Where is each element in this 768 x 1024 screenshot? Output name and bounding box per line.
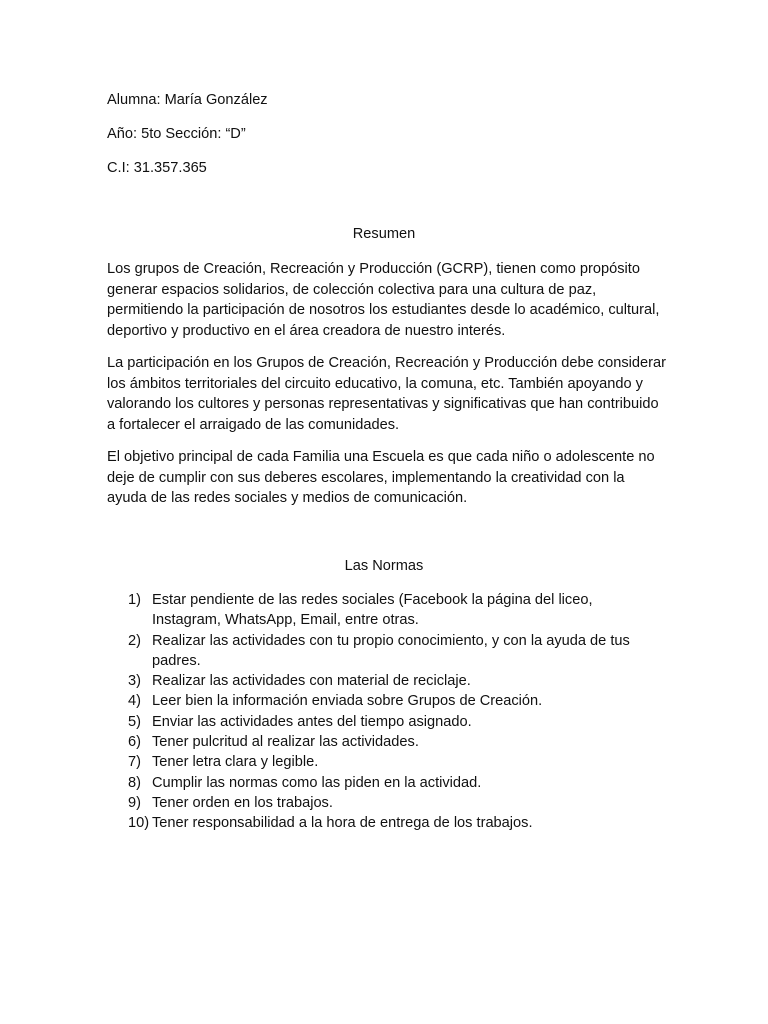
list-item-number: 9) xyxy=(128,794,141,811)
summary-paragraph-3: El objetivo principal de cada Familia una Escuela es que cada niño o adolescente no deje de cumplir con sus deberes escolares, implementando la creatividad con la ayuda de las redes sociales y medios de comunicación. xyxy=(107,449,655,506)
student-name: Alumna: María González xyxy=(107,92,268,108)
summary-paragraph-2: La participación en los Grupos de Creación, Recreación y Producción debe considerar los ámbitos territoriales del circuito educativo, la comuna, etc. También apoyando y valorando los cultores y personas representativas y significativas que han contribuido a fortalecer el arraigado de las comunidades. xyxy=(107,355,666,433)
list-item xyxy=(128,691,648,711)
list-item-number: 6) xyxy=(128,734,141,751)
list-item-number: 10) xyxy=(128,815,150,832)
list-item xyxy=(128,631,648,672)
list-item-number: 7) xyxy=(128,754,141,771)
list-item-text: Tener pulcritud al realizar las actividades. xyxy=(152,734,419,751)
list-item xyxy=(128,732,648,752)
list-item-number: 4) xyxy=(128,693,141,710)
summary-paragraph-1: Los grupos de Creación, Recreación y Producción (GCRP), tienen como propósito generar espacios solidarios, de colección colectiva para una cultura de paz, permitiendo la participación de nosotros los estudiantes desde lo académico, cultural, deportivo y productivo en el área creadora de nuestro interés. xyxy=(107,261,660,339)
list-item-text: Tener letra clara y legible. xyxy=(152,754,319,771)
list-item-text: Leer bien la información enviada sobre Grupos de Creación. xyxy=(152,693,543,710)
list-item-text: Tener orden en los trabajos. xyxy=(152,794,333,811)
list-item xyxy=(128,712,648,732)
list-item xyxy=(128,590,648,631)
list-item-text: Cumplir las normas como las piden en la actividad. xyxy=(152,774,482,791)
list-item-number: 8) xyxy=(128,774,141,791)
list-item-text: Enviar las actividades antes del tiempo asignado. xyxy=(152,713,472,730)
list-item xyxy=(128,793,648,813)
norms-title: Las Normas xyxy=(344,558,424,574)
list-item xyxy=(128,773,648,793)
year-section: Año: 5to Sección: “D” xyxy=(107,126,246,142)
list-item-text: Tener responsabilidad a la hora de entrega de los trabajos. xyxy=(152,815,533,832)
list-item-number: 2) xyxy=(128,632,141,649)
norms-list xyxy=(128,590,648,834)
list-item-number: 1) xyxy=(128,592,141,608)
list-item-text: Estar pendiente de las redes sociales (Facebook la página del liceo, Instagram, WhatsApp, Email, entre otras. xyxy=(152,592,593,629)
list-item xyxy=(128,813,648,833)
list-item-number: 3) xyxy=(128,673,141,690)
list-item-number: 5) xyxy=(128,713,141,730)
summary-title: Resumen xyxy=(352,226,416,242)
list-item xyxy=(128,671,648,691)
list-item-text: Realizar las actividades con material de reciclaje. xyxy=(152,673,471,690)
list-item-text: Realizar las actividades con tu propio conocimiento, y con la ayuda de tus padres. xyxy=(152,632,630,669)
student-id: C.I: 31.357.365 xyxy=(107,160,207,176)
list-item xyxy=(128,752,648,772)
